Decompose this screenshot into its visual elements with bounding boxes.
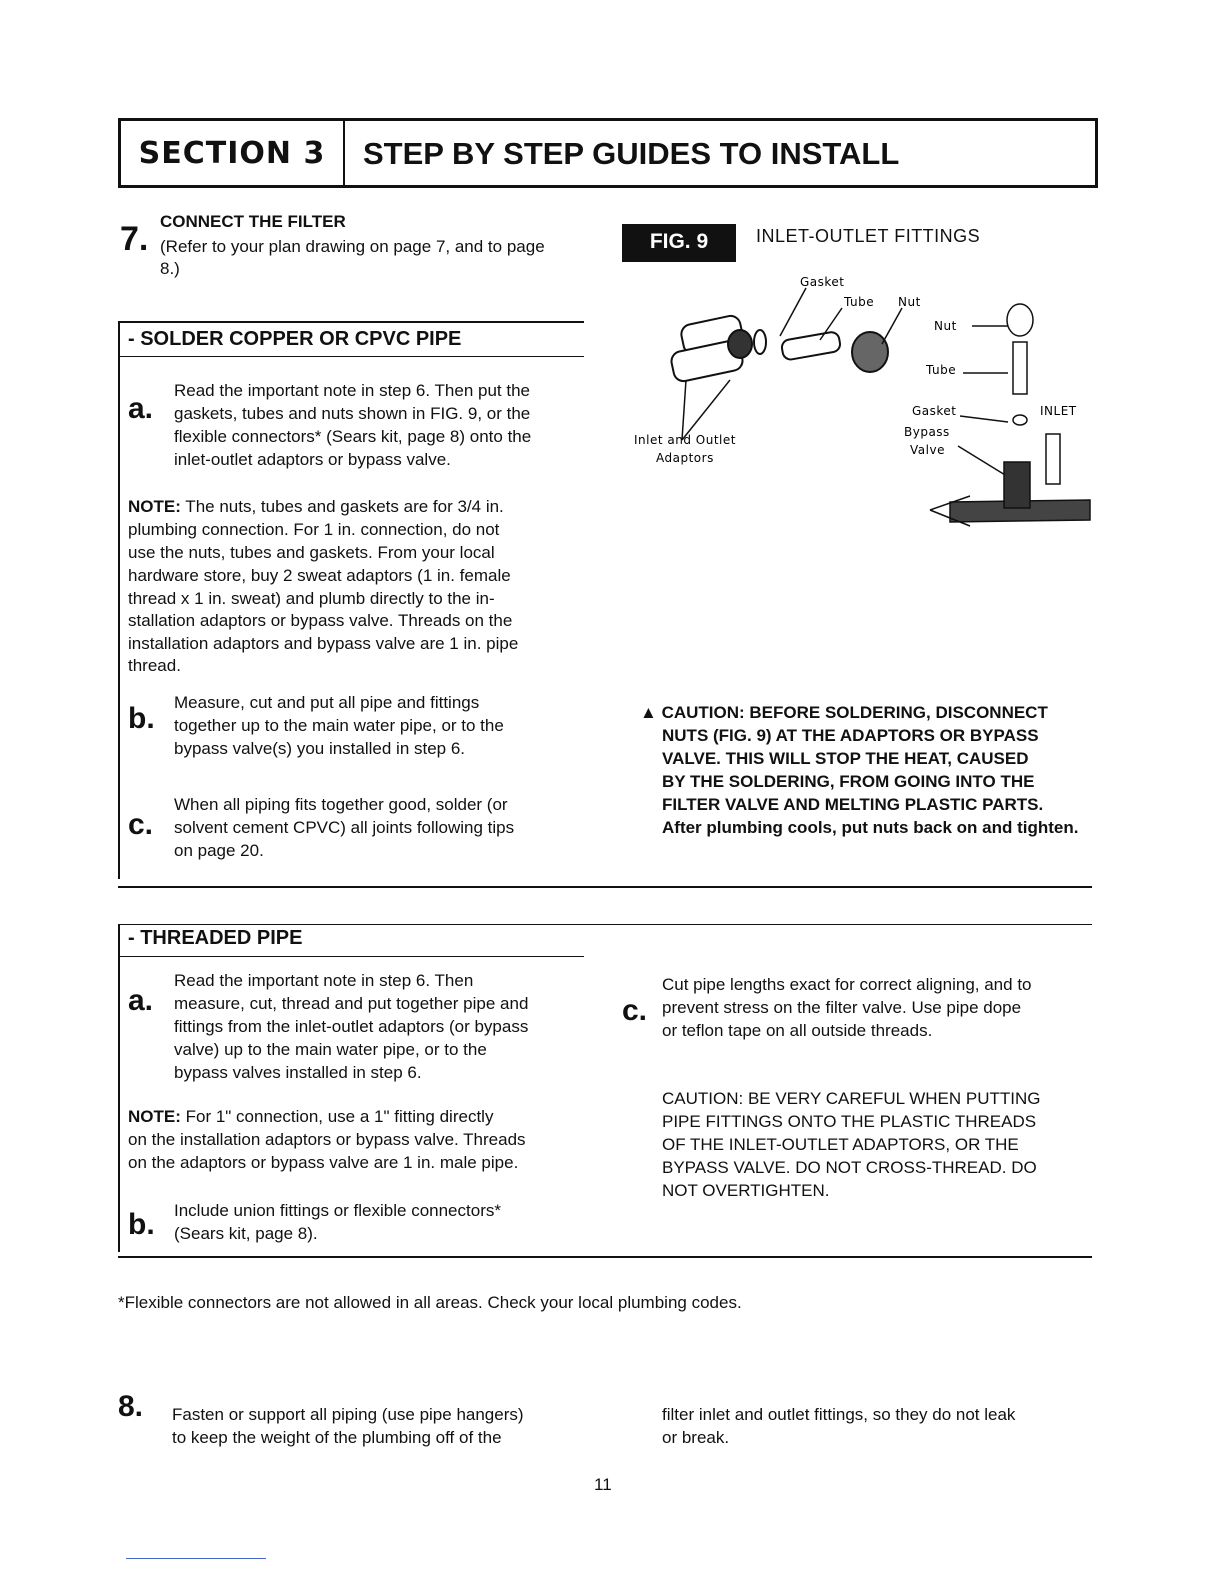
- figure-label: FIG. 9: [622, 224, 736, 262]
- threaded-c-line: Cut pipe lengths exact for correct aligning, and to: [662, 975, 1032, 994]
- solder-note-line: stallation adaptors or bypass valve. Threads on the: [128, 611, 513, 630]
- page-number: 11: [594, 1475, 612, 1494]
- nut-right-shape: [1007, 304, 1033, 336]
- label-valve: Valve: [910, 443, 945, 457]
- threaded-caution-line: CAUTION: BE VERY CAREFUL WHEN PUTTING: [662, 1089, 1041, 1108]
- solder-c-line: on page 20.: [174, 841, 264, 860]
- solder-b-letter: b.: [128, 702, 155, 735]
- step-7-ref-line1: (Refer to your plan drawing on page 7, and to page: [160, 237, 545, 256]
- caution-1-line: NUTS (FIG. 9) AT THE ADAPTORS OR BYPASS: [662, 726, 1039, 745]
- solder-a-letter: a.: [128, 392, 154, 425]
- threaded-heading-rule: [118, 956, 584, 957]
- threaded-caution-line: OF THE INLET-OUTLET ADAPTORS, OR THE: [662, 1135, 1019, 1154]
- footnote: *Flexible connectors are not allowed in all areas. Check your local plumbing codes.: [118, 1293, 742, 1312]
- threaded-caution-line: NOT OVERTIGHTEN.: [662, 1181, 830, 1200]
- threaded-caution-line: BYPASS VALVE. DO NOT CROSS-THREAD. DO: [662, 1158, 1037, 1177]
- solder-a-line: gaskets, tubes and nuts shown in FIG. 9, or the: [174, 404, 531, 423]
- caution-1-line: FILTER VALVE AND MELTING PLASTIC PARTS.: [662, 795, 1044, 814]
- solder-b-line: bypass valve(s) you installed in step 6.: [174, 739, 466, 758]
- solder-note-line: thread x 1 in. sweat) and plumb directly to the in-: [128, 589, 495, 608]
- solder-bottom-rule: [118, 886, 1092, 888]
- threaded-note-line: on the installation adaptors or bypass valve. Threads: [128, 1130, 526, 1149]
- solder-c-letter: c.: [128, 808, 154, 841]
- threaded-left-rule: [118, 924, 120, 1252]
- step-8-number: 8.: [118, 1390, 144, 1423]
- note-text: The nuts, tubes and gaskets are for 3/4 in.: [180, 497, 504, 516]
- label-inlet: INLET: [1040, 404, 1077, 418]
- label-adaptors-2: Adaptors: [656, 451, 714, 465]
- label-nut: Nut: [898, 295, 921, 309]
- solder-a-line: Read the important note in step 6. Then put the: [174, 381, 530, 400]
- note-label: NOTE:: [128, 1107, 181, 1126]
- caution-1-line: VALVE. THIS WILL STOP THE HEAT, CAUSED: [662, 749, 1029, 768]
- solder-note-line: thread.: [128, 656, 181, 675]
- threaded-a-line: Read the important note in step 6. Then: [174, 971, 474, 990]
- threaded-a-line: valve) up to the main water pipe, or to the: [174, 1040, 487, 1059]
- step-8-right-line: filter inlet and outlet fittings, so they do not leak: [662, 1405, 1016, 1424]
- nut-shape: [852, 332, 888, 372]
- solder-c-line: solvent cement CPVC) all joints following tips: [174, 818, 515, 837]
- note-label: NOTE:: [128, 497, 181, 516]
- solder-b-line: Measure, cut and put all pipe and fittings: [174, 693, 480, 712]
- adaptor-end-shape: [728, 330, 752, 358]
- threaded-top-rule: [118, 924, 1092, 925]
- solder-heading: - SOLDER COPPER OR CPVC PIPE: [128, 328, 462, 350]
- solder-left-rule: [118, 321, 120, 879]
- step-8-left-line: to keep the weight of the plumbing off of the: [172, 1428, 502, 1447]
- label-tube: Tube: [844, 295, 875, 309]
- label-gasket-right: Gasket: [912, 404, 957, 418]
- solder-b-line: together up to the main water pipe, or to the: [174, 716, 504, 735]
- step-7-ref-line2: 8.): [160, 259, 180, 278]
- label-gasket: Gasket: [800, 275, 845, 289]
- inlet-pipe-shape: [1046, 434, 1060, 484]
- threaded-c-letter: c.: [622, 994, 648, 1027]
- threaded-caution-line: PIPE FITTINGS ONTO THE PLASTIC THREADS: [662, 1112, 1037, 1131]
- solder-note-line: installation adaptors and bypass valve are 1 in. pipe: [128, 634, 519, 653]
- caution-1-line: [640, 702, 1048, 725]
- solder-a-line: inlet-outlet adaptors or bypass valve.: [174, 450, 451, 469]
- threaded-bottom-rule: [118, 1256, 1092, 1258]
- threaded-note-line: on the adaptors or bypass valve are 1 in. male pipe.: [128, 1153, 519, 1172]
- threaded-a-letter: a.: [128, 984, 154, 1017]
- gasket-right-shape: [1013, 415, 1027, 425]
- section-title: STEP BY STEP GUIDES TO INSTALL: [363, 136, 900, 171]
- threaded-c-line: prevent stress on the filter valve. Use pipe dope: [662, 998, 1022, 1017]
- tube-right-shape: [1013, 342, 1027, 394]
- solder-top-rule: [118, 321, 584, 323]
- step-8-right-line: or break.: [662, 1428, 730, 1447]
- tube-shape: [781, 331, 842, 361]
- underline-artifact: [126, 1558, 266, 1559]
- solder-heading-rule: [118, 356, 584, 357]
- label-nut-right: Nut: [934, 319, 957, 333]
- threaded-a-line: measure, cut, thread and put together pipe and: [174, 994, 529, 1013]
- solder-note-line: hardware store, buy 2 sweat adaptors (1 in. female: [128, 566, 511, 585]
- threaded-heading: - THREADED PIPE: [128, 927, 303, 949]
- step-7-title: CONNECT THE FILTER: [160, 212, 346, 231]
- label-tube-right: Tube: [926, 363, 957, 377]
- gasket-shape: [754, 330, 766, 354]
- solder-note-line: use the nuts, tubes and gaskets. From your local: [128, 543, 495, 562]
- threaded-a-line: fittings from the inlet-outlet adaptors (or bypass: [174, 1017, 529, 1036]
- fittings-diagram: [620, 270, 1100, 560]
- warning-icon: ▲: [640, 703, 657, 722]
- solder-note-line: plumbing connection. For 1 in. connection, do not: [128, 520, 500, 539]
- valve-stem-shape: [1004, 462, 1030, 508]
- threaded-note-line: [128, 1106, 493, 1129]
- step-8-left-line: Fasten or support all piping (use pipe hangers): [172, 1405, 524, 1424]
- note-text: For 1" connection, use a 1" fitting directly: [180, 1107, 494, 1126]
- section-number: SECTION 3: [121, 121, 345, 185]
- caution-1-text: CAUTION: BEFORE SOLDERING, DISCONNECT: [661, 703, 1048, 722]
- caution-1-line: After plumbing cools, put nuts back on and tighten.: [662, 818, 1079, 837]
- threaded-b-line: Include union fittings or flexible connectors*: [174, 1201, 501, 1220]
- step-7-number: 7.: [120, 220, 149, 258]
- threaded-b-letter: b.: [128, 1208, 155, 1241]
- solder-c-line: When all piping fits together good, solder (or: [174, 795, 508, 814]
- figure-caption: INLET-OUTLET FITTINGS: [756, 226, 981, 246]
- label-bypass: Bypass: [904, 425, 950, 439]
- threaded-a-line: bypass valves installed in step 6.: [174, 1063, 422, 1082]
- solder-note-line: [128, 496, 504, 519]
- caution-1-line: BY THE SOLDERING, FROM GOING INTO THE: [662, 772, 1035, 791]
- solder-a-line: flexible connectors* (Sears kit, page 8) onto the: [174, 427, 532, 446]
- section-header: [118, 118, 1098, 188]
- threaded-c-line: or teflon tape on all outside threads.: [662, 1021, 933, 1040]
- threaded-b-line: (Sears kit, page 8).: [174, 1224, 318, 1243]
- label-adaptors-1: Inlet and Outlet: [634, 433, 736, 447]
